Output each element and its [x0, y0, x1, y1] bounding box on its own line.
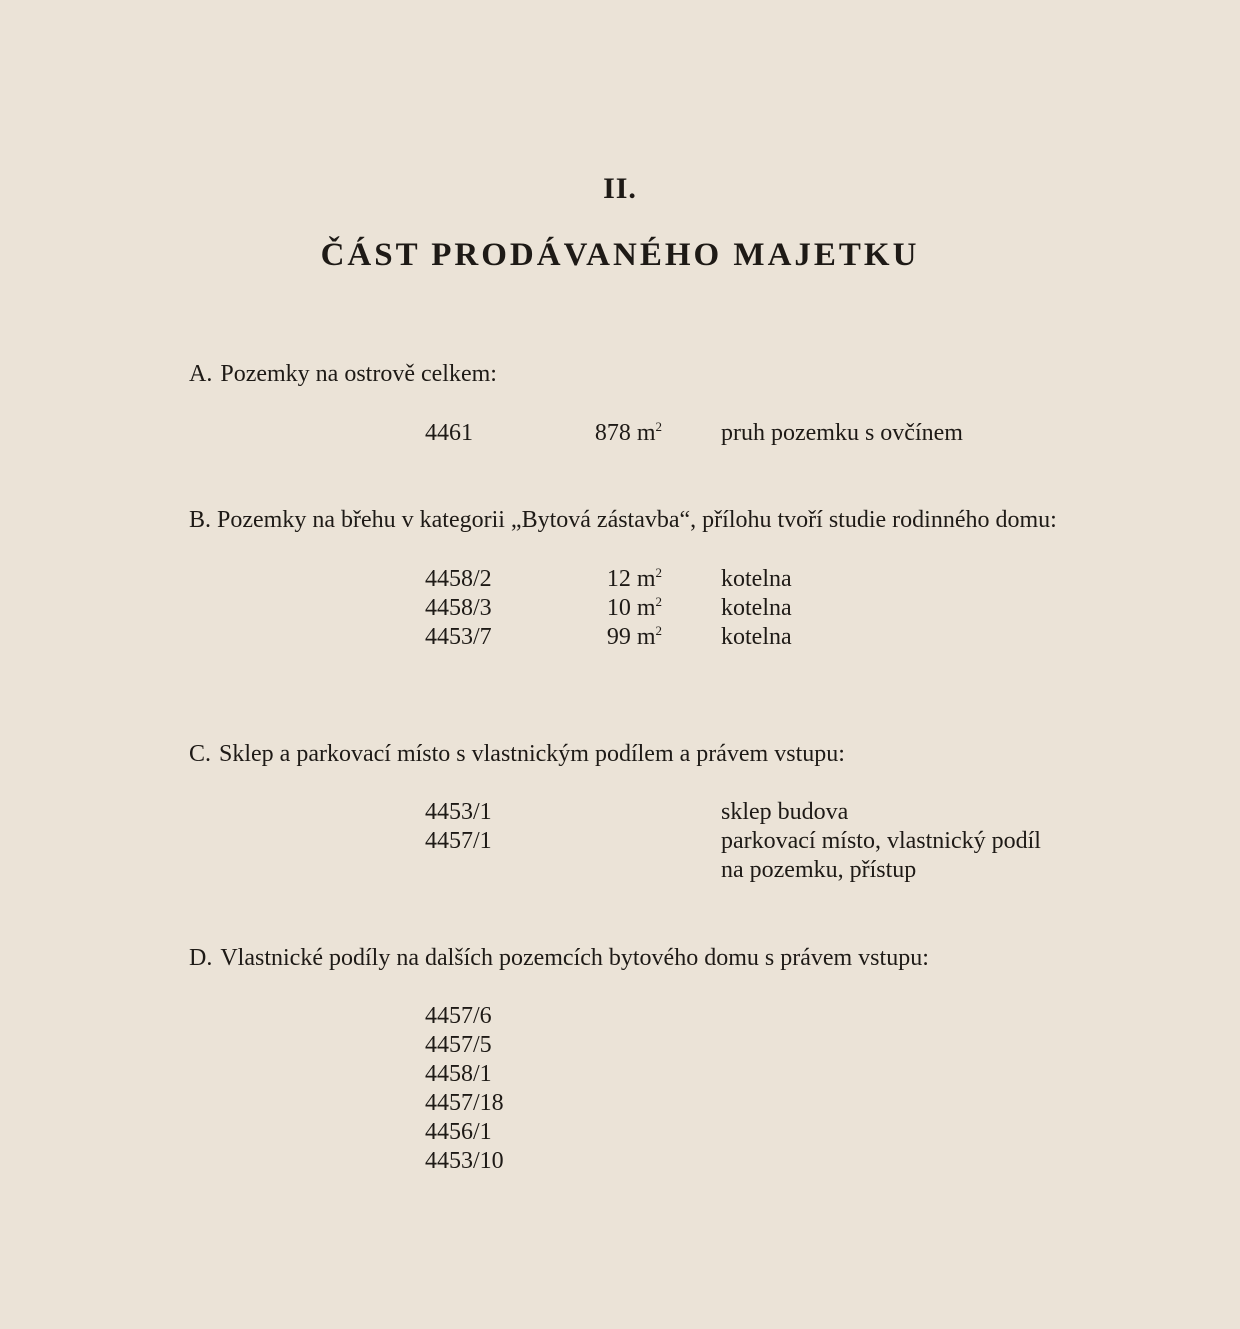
table-row [0, 1119, 1240, 1148]
section-heading-text: Pozemky na ostrově celkem: [220, 361, 497, 387]
table-row [0, 799, 1240, 828]
parcel-number: 4457/5 [425, 1032, 492, 1058]
section-c-heading [189, 741, 845, 768]
parcel-description: parkovací místo, vlastnický podíl [721, 828, 1041, 854]
section-heading-text: Sklep a parkovací místo s vlastnickým podílem a právem vstupu: [219, 741, 845, 767]
parcel-area: 10 $m^2$ [606, 594, 662, 621]
parcel-area: 99 $m^2$ [606, 623, 662, 650]
table-row [0, 1148, 1240, 1177]
parcel-description: sklep budova [721, 799, 849, 825]
parcel-description: kotelna [721, 624, 792, 650]
parcel-number: 4453/7 [425, 624, 492, 650]
parcel-number: 4458/3 [425, 595, 492, 621]
chapter-number: II. [603, 172, 637, 205]
section-b-heading [189, 507, 1057, 534]
chapter-title: ČÁST PRODÁVANÉHO MAJETKU [320, 237, 920, 273]
section-a-heading [189, 361, 497, 388]
table-row [0, 1032, 1240, 1061]
parcel-number: 4453/1 [425, 799, 492, 825]
table-row [0, 857, 1240, 886]
table-row [0, 1090, 1240, 1119]
table-row [0, 1003, 1240, 1032]
parcel-number: 4457/18 [425, 1090, 504, 1116]
section-d-heading [189, 945, 929, 972]
parcel-number: 4457/1 [425, 828, 492, 854]
parcel-description: na pozemku, přístup [721, 857, 917, 883]
parcel-number: 4457/6 [425, 1003, 492, 1029]
parcel-number: 4458/1 [425, 1061, 492, 1087]
section-heading-text: Pozemky na břehu v kategorii „Bytová zástavba“, přílohu tvoří studie rodinného domu: [217, 507, 1057, 533]
table-row [0, 420, 1240, 449]
table-row [0, 566, 1240, 595]
table-row [0, 1061, 1240, 1090]
table-row [0, 595, 1240, 624]
parcel-area: 878 $m^2$ [594, 419, 662, 446]
section-letter: C. [189, 741, 212, 767]
parcel-number: 4453/10 [425, 1148, 504, 1174]
parcel-description: kotelna [721, 566, 792, 592]
table-row [0, 624, 1240, 653]
parcel-number: 4456/1 [425, 1119, 492, 1145]
parcel-area: 12 $m^2$ [606, 565, 662, 592]
table-row [0, 828, 1240, 857]
section-heading-text: Vlastnické podíly na dalších pozemcích bytového domu s právem vstupu: [220, 945, 929, 971]
parcel-number: 4461 [425, 420, 473, 446]
section-letter: D. [189, 945, 213, 971]
section-letter: B. [189, 507, 212, 533]
section-letter: A. [189, 361, 213, 387]
parcel-description: pruh pozemku s ovčínem [721, 420, 963, 446]
parcel-number: 4458/2 [425, 566, 492, 592]
parcel-description: kotelna [721, 595, 792, 621]
